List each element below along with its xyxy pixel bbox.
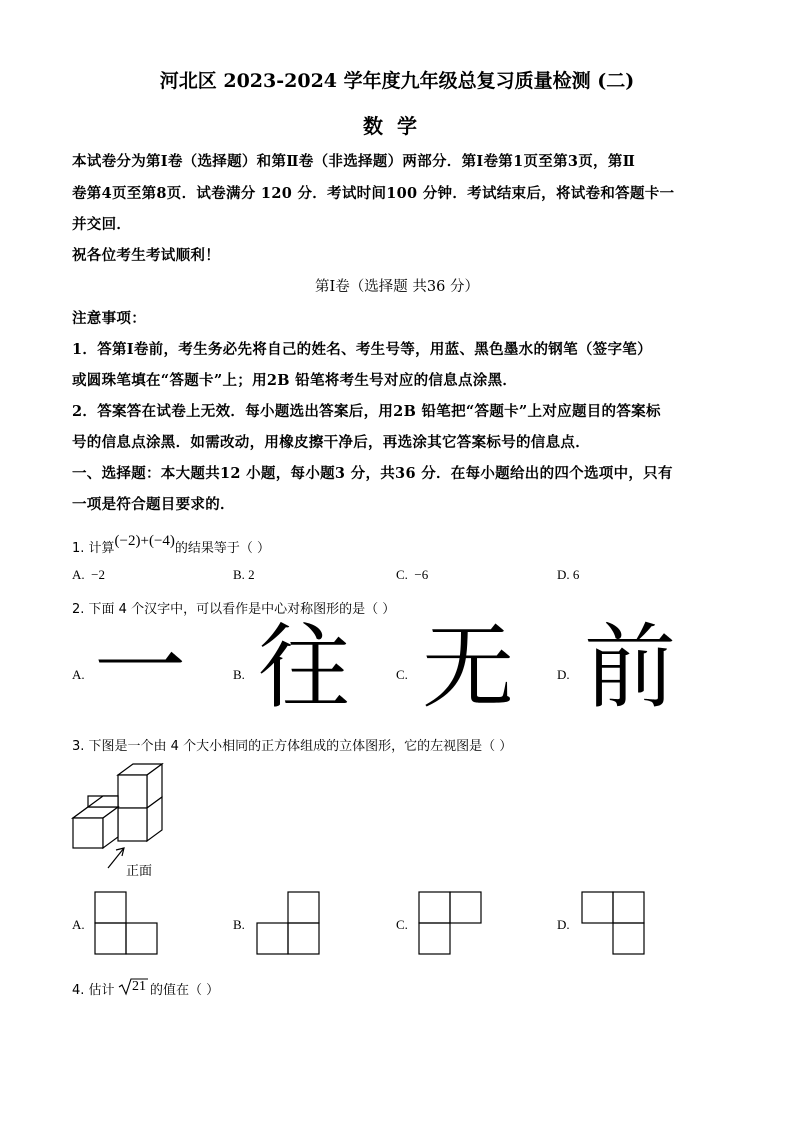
- option-b-label: B.: [233, 917, 245, 932]
- option-b-label: B.: [233, 667, 245, 682]
- intro-line: 本试卷分为第Ⅰ卷（选择题）和第Ⅱ卷（非选择题）两部分．第Ⅰ卷第1页至第3页，第Ⅱ: [72, 153, 636, 170]
- option-a: A. −2: [72, 567, 105, 582]
- section-title: 第Ⅰ卷（选择题 共36 分）: [315, 279, 479, 295]
- option-c-label: C.: [396, 917, 408, 932]
- question-4-prefix: 4. 估计: [72, 983, 115, 998]
- notes-heading: 注意事项：: [72, 310, 146, 327]
- option-d-figure: [582, 892, 644, 954]
- question-4-radicand: 21: [132, 979, 146, 994]
- option-a-character: 一: [94, 614, 187, 721]
- option-d-label: D.: [557, 667, 570, 682]
- option-c-figure: [419, 892, 481, 954]
- exam-title: 河北区 2023-2024 学年度九年级总复习质量检测 (二): [159, 70, 635, 92]
- question-2: 2. 下面 4 个汉字中，可以看作是中心对称图形的是（ ）: [72, 602, 396, 617]
- option-d-character: 前: [584, 614, 677, 721]
- option-c: C. −6: [396, 567, 429, 582]
- question-1-suffix: 的结果等于（ ）: [174, 541, 271, 556]
- option-d-label: D.: [557, 917, 570, 932]
- front-label: 正面: [126, 864, 153, 879]
- note-line: 1．答第Ⅰ卷前，考生务必先将自己的姓名、考生号等，用蓝、黑色墨水的钢笔（签字笔）: [72, 341, 652, 358]
- option-d: D. 6: [557, 567, 580, 582]
- option-a-label: A.: [72, 917, 85, 932]
- option-b: B. 2: [233, 567, 255, 582]
- wish-line: 祝各位考生考试顺利！: [72, 247, 220, 264]
- option-a-figure: [95, 892, 157, 954]
- note-line: 或圆珠笔填在“答题卡”上；用2B 铅笔将考生号对应的信息点涂黑．: [72, 372, 518, 389]
- part-instruction: 一、选择题：本大题共12 小题，每小题3 分，共36 分．在每小题给出的四个选项中，只有: [72, 465, 673, 482]
- question-4-suffix: 的值在（ ）: [150, 983, 220, 998]
- front-arrow-icon: [108, 848, 124, 868]
- option-c-label: C.: [396, 667, 408, 682]
- intro-line: 并交回．: [72, 216, 132, 233]
- subject-title: 数学: [363, 114, 431, 138]
- option-c-character: 无: [422, 614, 515, 721]
- question-3: 3. 下图是一个由 4 个大小相同的正方体组成的立体图形，它的左视图是（ ）: [72, 739, 513, 754]
- option-b-figure: [257, 892, 319, 954]
- option-a-label: A.: [72, 667, 85, 682]
- question-1-prefix: 1. 计算: [72, 541, 115, 556]
- option-b-character: 往: [258, 614, 351, 721]
- note-line: 2．答案答在试卷上无效．每小题选出答案后，用2B 铅笔把“答题卡”上对应题目的答案标: [72, 403, 661, 420]
- part-instruction: 一项是符合题目要求的．: [72, 496, 235, 513]
- intro-line: 卷第4页至第8页．试卷满分 120 分．考试时间100 分钟．考试结束后，将试卷和答题卡一: [72, 185, 675, 202]
- cube-front-face: [118, 775, 147, 808]
- note-line: 号的信息点涂黑．如需改动，用橡皮擦干净后，再选涂其它答案标号的信息点．: [72, 434, 590, 451]
- question-1-expression: (−2)+(−4): [114, 533, 175, 549]
